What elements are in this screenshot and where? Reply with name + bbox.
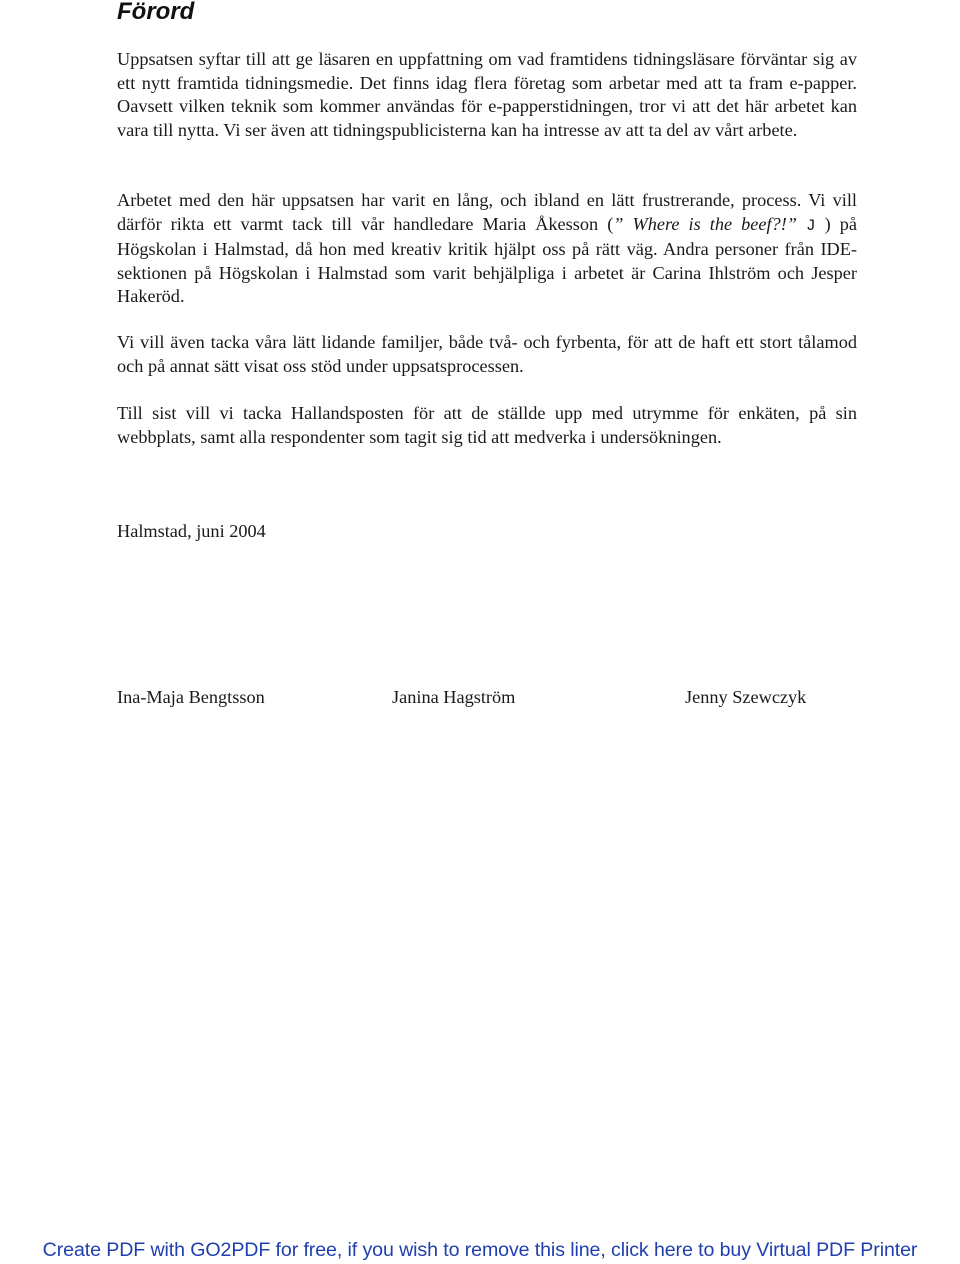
paragraph-thanks-families: Vi vill även tacka våra lätt lidande familjer, både två- och fyrbenta, för att de haft ett stort tålamod och på annat sätt visat oss stöd under uppsatsprocessen.	[117, 332, 857, 376]
quote-text: ” Where is the beef?!”	[613, 213, 806, 234]
place-date: Halmstad, juni 2004	[117, 521, 266, 541]
page-title: Förord	[117, 0, 195, 25]
signature-name: Janina Hagström	[392, 687, 516, 707]
paragraph-thanks-hallandsposten: Till sist vill vi tacka Hallandsposten för att de ställde upp med utrymme för enkäten, på sin webbplats, samt alla respondenter som tagit sig tid att medverka i undersökningen.	[117, 403, 857, 447]
paragraph-thanks-supervisor-text: Arbetet med den här uppsatsen har varit en lång, och ibland en lätt frustrerande, process. Vi vill därför rikta ett varmt tack till vår handledare Maria Åkesson (	[117, 190, 857, 234]
signature-name: Jenny Szewczyk	[685, 687, 807, 707]
smiley-icon: J	[805, 216, 816, 235]
paragraph-thanks-supervisor	[117, 189, 857, 309]
go2pdf-footer-link[interactable]: Create PDF with GO2PDF for free, if you wish to remove this line, click here to buy Virtual PDF Printer	[42, 1239, 918, 1261]
paragraph-thanks-supervisor-rest: ) på Högskolan i Halmstad, då hon med kreativ kritik hjälpt oss på rätt väg. Andra personer från IDE-sektionen på Högskolan i Halmstad som varit behjälpliga i arbetet är Carina Ihlström och Jesper Hakeröd.	[117, 213, 857, 306]
paragraph-purpose: Uppsatsen syftar till att ge läsaren en uppfattning om vad framtidens tidningsläsare förväntar sig av ett nytt framtida tidningsmedie. Det finns idag flera företag som arbetar med att ta fram e-papper. Oavsett vilken teknik som kommer användas för e-papperstidningen, tror vi att det här arbetet kan vara till nytta. Vi ser även att tidningspublicisterna kan ha intresse av att ta del av vårt arbete.	[117, 49, 857, 140]
signature-name: Ina-Maja Bengtsson	[117, 687, 265, 707]
